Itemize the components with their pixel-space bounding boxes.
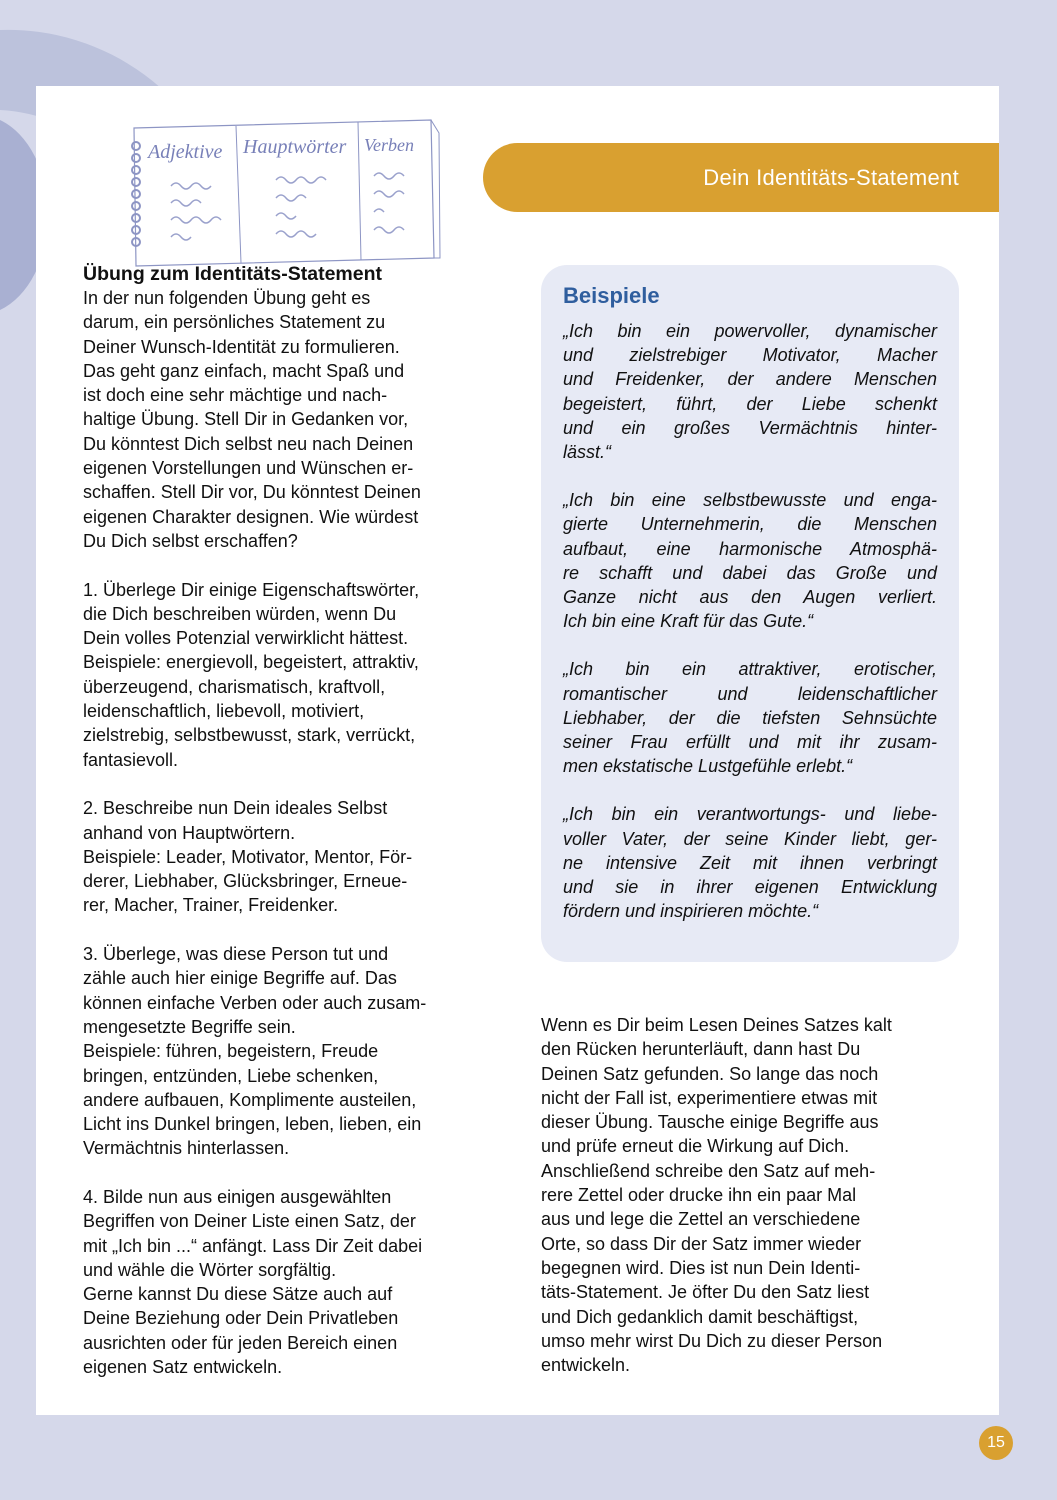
text-line: 3. Überlege, was diese Person tut und — [83, 944, 389, 965]
text-line: eigenen Vorstellungen und Wünschen er- — [83, 458, 414, 479]
examples-heading: Beispiele — [563, 283, 660, 308]
exercise-paragraph — [83, 942, 523, 1161]
text-line: voller Vater, der seine Kinder liebt, ger- — [563, 828, 937, 849]
text-line: mengesetzte Begriffe sein. — [83, 1016, 296, 1037]
text-line: und wähle die Wörter sorgfältig. — [83, 1259, 337, 1280]
text-line: mit „Ich bin ...“ anfängt. Lass Dir Zeit dabei — [83, 1235, 423, 1256]
text-line: Beispiele: energievoll, begeistert, attraktiv, — [83, 652, 419, 673]
text-line: Orte, so dass Dir der Satz immer wieder — [541, 1233, 862, 1254]
text-line: haltige Übung. Stell Dir in Gedanken vor, — [83, 409, 409, 430]
text-line: schaffen. Stell Dir vor, Du könntest Deinen — [83, 482, 421, 503]
text-line: aus und lege die Zettel an verschiedene — [541, 1209, 861, 1230]
text-line: 4. Bilde nun aus einigen ausgewählten — [83, 1186, 392, 1207]
text-line: begeistert, führt, der Liebe schenkt — [563, 393, 937, 414]
paragraph-gap — [83, 1161, 523, 1185]
text-line: Gerne kannst Du diese Sätze auch auf — [83, 1284, 393, 1305]
text-line: nicht der Fall ist, experimentiere etwas mit — [541, 1087, 878, 1108]
text-line: eigenen Satz entwickeln. — [83, 1357, 283, 1378]
page-number: 15 — [979, 1426, 1013, 1460]
notebook-illustration — [96, 108, 441, 268]
text-line: leidenschaftlich, liebevoll, motiviert, — [83, 701, 365, 722]
text-line: bringen, entzünden, Liebe schenken, — [83, 1065, 379, 1086]
text-line: lässt.“ — [563, 442, 612, 463]
text-line: Ganze nicht aus den Augen verliert. — [563, 587, 937, 608]
section-title: Dein Identitäts-Statement — [703, 164, 959, 190]
text-line: ausrichten oder für jeden Bereich einen — [83, 1332, 398, 1353]
paragraph-gap — [83, 772, 523, 796]
example-quote — [563, 802, 937, 923]
text-line: darum, ein persönliches Statement zu — [83, 312, 386, 333]
text-line: In der nun folgenden Übung geht es — [83, 288, 371, 308]
text-line: Deiner Wunsch-Identität zu formulieren. — [83, 336, 400, 357]
text-line: seiner Frau erfüllt und mit ihr zusam- — [563, 732, 937, 753]
closing-paragraph — [541, 1013, 966, 1377]
text-line: überzeugend, charismatisch, kraftvoll, — [83, 676, 386, 697]
text-line: Ich bin eine Kraft für das Gute.“ — [563, 611, 814, 632]
text-line: re schafft und dabei das Große und — [563, 562, 937, 583]
page — [36, 86, 999, 1415]
text-line: rer, Macher, Trainer, Freidenker. — [83, 895, 339, 916]
text-line: Deinen Satz gefunden. So lange das noch — [541, 1063, 879, 1084]
text-line: derer, Liebhaber, Glücksbringer, Erneue- — [83, 871, 408, 892]
paragraph-gap — [83, 918, 523, 942]
text-line: „Ich bin ein verantwortungs- und liebe- — [563, 804, 937, 825]
illustration-label: Hauptwörter — [243, 136, 347, 158]
text-line: ist doch eine sehr mächtige und nach- — [83, 385, 388, 406]
text-line: täts-Statement. Je öfter Du den Satz liest — [541, 1282, 870, 1303]
text-line: 1. Überlege Dir einige Eigenschaftswörter, — [83, 579, 420, 600]
text-line: Wenn es Dir beim Lesen Deines Satzes kalt — [541, 1015, 892, 1035]
text-line: und ein großes Vermächtnis hinter- — [563, 417, 937, 438]
illustration-label: Adjektive — [148, 141, 223, 163]
text-line: zähle auch hier einige Begriffe auf. Das — [83, 968, 397, 989]
text-line: Das geht ganz einfach, macht Spaß und — [83, 360, 405, 381]
text-line: begegnen wird. Dies ist nun Dein Identi- — [541, 1257, 861, 1278]
text-line: andere aufbauen, Komplimente austeilen, — [83, 1089, 417, 1110]
text-line: Beispiele: Leader, Motivator, Mentor, För- — [83, 846, 413, 867]
text-line: und sie in ihrer eigenen Entwicklung — [563, 877, 937, 898]
text-line: Begriffen von Deiner Liste einen Satz, der — [83, 1211, 416, 1232]
example-quote — [563, 657, 937, 778]
text-line: Beispiele: führen, begeistern, Freude — [83, 1041, 379, 1062]
text-line: fördern und inspirieren möchte.“ — [563, 901, 819, 922]
text-line: die Dich beschreiben würden, wenn Du — [83, 603, 397, 624]
text-line: Vermächtnis hinterlassen. — [83, 1138, 290, 1159]
text-line: Deine Beziehung oder Dein Privatleben — [83, 1308, 399, 1329]
text-line: „Ich bin ein powervoller, dynamischer — [563, 321, 937, 341]
text-line: und zielstrebiger Motivator, Macher — [563, 345, 937, 366]
text-line: dieser Übung. Tausche einige Begriffe aus — [541, 1112, 879, 1133]
text-line: ne intensive Zeit mit ihnen verbringt — [563, 852, 937, 873]
text-line: und Dich gedanklich damit beschäftigst, — [541, 1306, 859, 1327]
example-quote — [563, 488, 937, 633]
text-line: men ekstatische Lustgefühle erlebt.“ — [563, 756, 853, 777]
exercise-column — [83, 262, 523, 1379]
text-line: Licht ins Dunkel bringen, leben, lieben, ein — [83, 1114, 422, 1135]
exercise-paragraph — [83, 796, 523, 917]
text-line: aufbaut, eine harmonische Atmosphä- — [563, 538, 937, 559]
text-line: Du könntest Dich selbst neu nach Deinen — [83, 433, 414, 454]
paragraph-gap — [83, 553, 523, 577]
text-line: gierte Unternehmerin, die Menschen — [563, 514, 937, 535]
exercise-paragraph — [83, 286, 523, 553]
section-banner — [483, 143, 999, 212]
text-line: „Ich bin ein attraktiver, erotischer, — [563, 659, 937, 680]
text-line: Dein volles Potenzial verwirklicht hättest. — [83, 628, 409, 649]
exercise-heading: Übung zum Identitäts-Statement — [83, 263, 383, 285]
text-line: romantischer und leidenschaftlicher — [563, 683, 937, 704]
text-line: und prüfe erneut die Wirkung auf Dich. — [541, 1136, 850, 1157]
exercise-paragraph — [83, 578, 523, 772]
text-line: den Rücken herunterläuft, dann hast Du — [541, 1039, 861, 1060]
illustration-label: Verben — [364, 135, 414, 155]
text-line: rere Zettel oder drucke ihn ein paar Mal — [541, 1185, 857, 1206]
text-line: können einfache Verben oder auch zusam- — [83, 992, 427, 1013]
text-line: zielstrebig, selbstbewusst, stark, verrückt, — [83, 725, 416, 746]
text-line: anhand von Hauptwörtern. — [83, 822, 296, 843]
text-line: fantasievoll. — [83, 749, 179, 770]
examples-box — [541, 265, 959, 962]
text-line: „Ich bin eine selbstbewusste und enga- — [563, 490, 937, 511]
text-line: und Freidenker, der andere Menschen — [563, 369, 937, 390]
text-line: Liebhaber, der die tiefsten Sehnsüchte — [563, 707, 937, 728]
exercise-paragraph — [83, 1185, 523, 1379]
text-line: Du Dich selbst erschaffen? — [83, 530, 298, 551]
text-line: 2. Beschreibe nun Dein ideales Selbst — [83, 798, 388, 819]
text-line: eigenen Charakter designen. Wie würdest — [83, 506, 419, 527]
example-quote — [563, 319, 937, 464]
text-line: entwickeln. — [541, 1355, 631, 1376]
text-line: umso mehr wirst Du Dich zu dieser Person — [541, 1330, 883, 1351]
text-line: Anschließend schreibe den Satz auf meh- — [541, 1160, 876, 1181]
